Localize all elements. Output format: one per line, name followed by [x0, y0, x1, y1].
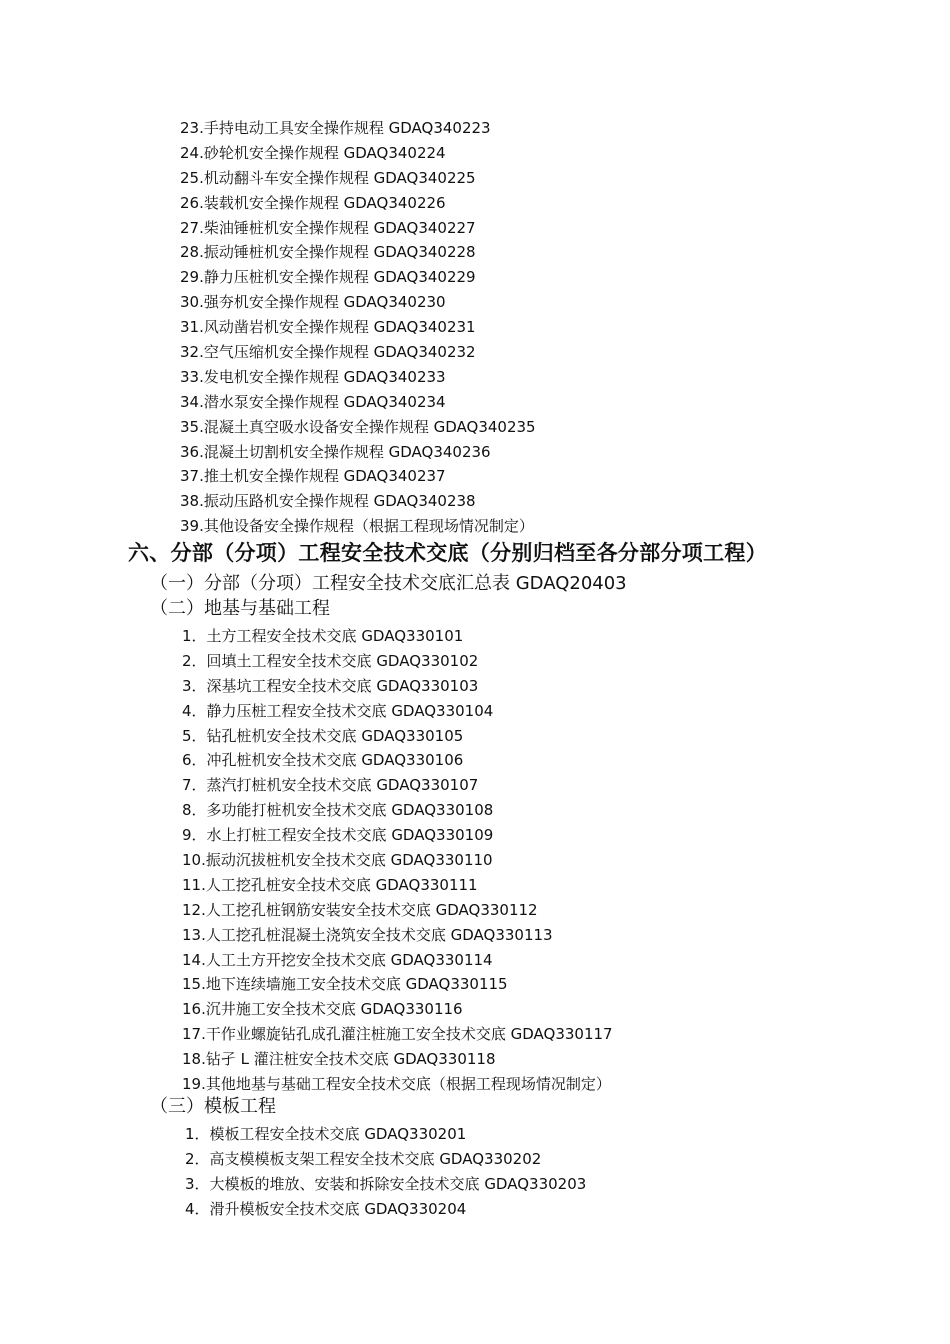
formwork-item: 4．滑升模板安全技术交底 GDAQ330204: [185, 1199, 467, 1218]
foundation-item-list: [182, 624, 613, 1097]
foundation-item: 12.人工挖孔桩钢筋安装安全技术交底 GDAQ330112: [182, 900, 538, 919]
foundation-item: 11.人工挖孔桩安全技术交底 GDAQ330111: [182, 875, 478, 894]
procedure-item: 31.风动凿岩机安全操作规程 GDAQ340231: [180, 318, 476, 337]
procedure-item: 33.发电机安全操作规程 GDAQ340233: [180, 367, 446, 386]
foundation-item: 8．多功能打桩机安全技术交底 GDAQ330108: [182, 801, 494, 820]
foundation-item: 4．静力压桩工程安全技术交底 GDAQ330104: [182, 701, 494, 720]
procedure-item: 27.柴油锤桩机安全操作规程 GDAQ340227: [180, 218, 476, 237]
formwork-item: 1．模板工程安全技术交底 GDAQ330201: [185, 1125, 467, 1143]
procedure-item: 25.机动翻斗车安全操作规程 GDAQ340225: [180, 168, 476, 187]
foundation-item: 2．回填土工程安全技术交底 GDAQ330102: [182, 651, 479, 670]
procedure-item: 30.强夯机安全操作规程 GDAQ340230: [180, 293, 446, 312]
foundation-item: 5．钻孔桩机安全技术交底 GDAQ330105: [182, 726, 464, 745]
section-heading: 六、分部（分项）工程安全技术交底（分别归档至各分部分项工程）: [128, 541, 767, 565]
procedure-item: 35.混凝土真空吸水设备安全操作规程 GDAQ340235: [180, 417, 536, 436]
formwork-item: 3．大模板的堆放、安装和拆除安全技术交底 GDAQ330203: [185, 1174, 587, 1193]
foundation-item: 1．土方工程安全技术交底 GDAQ330101: [182, 627, 464, 645]
foundation-item: 3．深基坑工程安全技术交底 GDAQ330103: [182, 676, 479, 695]
equipment-procedure-list: [180, 116, 536, 539]
foundation-item: 13.人工挖孔桩混凝土浇筑安全技术交底 GDAQ330113: [182, 925, 553, 944]
summary-table-heading: （一）分部（分项）工程安全技术交底汇总表 GDAQ20403: [150, 573, 627, 594]
foundation-item: 6．冲孔桩机安全技术交底 GDAQ330106: [182, 751, 464, 770]
formwork-item: 2．高支模模板支架工程安全技术交底 GDAQ330202: [185, 1149, 542, 1168]
procedure-item: 24.砂轮机安全操作规程 GDAQ340224: [180, 143, 446, 162]
procedure-item: 37.推土机安全操作规程 GDAQ340237: [180, 467, 446, 486]
procedure-item: 34.潜水泵安全操作规程 GDAQ340234: [180, 392, 446, 411]
foundation-item: 9．水上打桩工程安全技术交底 GDAQ330109: [182, 826, 494, 845]
formwork-item-list: [185, 1122, 586, 1222]
foundation-item: 14.人工土方开挖安全技术交底 GDAQ330114: [182, 950, 493, 969]
foundation-item: 17.干作业螺旋钻孔成孔灌注桩施工安全技术交底 GDAQ330117: [182, 1025, 613, 1044]
procedure-item: 29.静力压桩机安全操作规程 GDAQ340229: [180, 268, 476, 287]
procedure-item: 32.空气压缩机安全操作规程 GDAQ340232: [180, 343, 476, 362]
procedure-item: 36.混凝土切割机安全操作规程 GDAQ340236: [180, 442, 491, 461]
procedure-item: 28.振动锤桩机安全操作规程 GDAQ340228: [180, 243, 476, 262]
foundation-heading: （二）地基与基础工程: [150, 598, 330, 619]
foundation-item: 7．蒸汽打桩机安全技术交底 GDAQ330107: [182, 776, 479, 795]
foundation-item: 10.振动沉拔桩机安全技术交底 GDAQ330110: [182, 851, 493, 870]
procedure-item: 23.手持电动工具安全操作规程 GDAQ340223: [180, 119, 491, 137]
foundation-item: 19.其他地基与基础工程安全技术交底（根据工程现场情况制定）: [182, 1075, 611, 1094]
formwork-heading: （三）模板工程: [150, 1096, 276, 1117]
foundation-item: 16.沉井施工安全技术交底 GDAQ330116: [182, 1000, 463, 1019]
procedure-item: 39.其他设备安全操作规程（根据工程现场情况制定）: [180, 517, 534, 536]
foundation-item: 18.钻孑 L 灌注桩安全技术交底 GDAQ330118: [182, 1050, 496, 1069]
foundation-item: 15.地下连续墙施工安全技术交底 GDAQ330115: [182, 975, 508, 994]
procedure-item: 26.装载机安全操作规程 GDAQ340226: [180, 193, 446, 212]
procedure-item: 38.振动压路机安全操作规程 GDAQ340238: [180, 492, 476, 511]
